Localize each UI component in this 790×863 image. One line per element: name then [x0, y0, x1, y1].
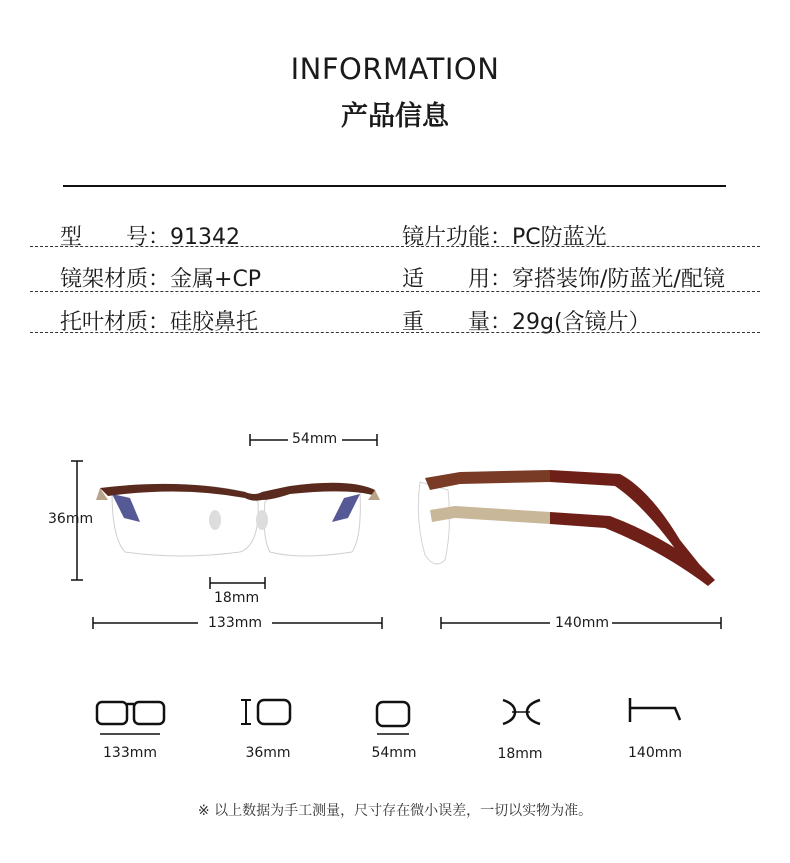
icon-label-lens-width: 54mm — [371, 745, 417, 761]
temple-label: 140mm — [555, 615, 609, 631]
measurement-note: ※ 以上数据为手工测量，尺寸存在微小误差，一切以实物为准。 — [197, 803, 593, 819]
spec-nose-label: 托叶材质： — [60, 310, 171, 335]
bridge-dimension — [210, 577, 265, 589]
lens-height-label: 36mm — [48, 511, 94, 527]
icon-row — [0, 690, 790, 740]
header-divider — [63, 185, 726, 187]
title-chinese: 产品信息 — [341, 101, 449, 132]
icon-label-bridge: 18mm — [497, 746, 543, 762]
icon-label-frame-width: 133mm — [103, 745, 157, 761]
glasses-diagram — [0, 420, 790, 640]
spec-divider — [30, 246, 760, 247]
spec-frame-value: 金属+CP — [170, 267, 262, 292]
lens-height-icon — [241, 700, 290, 724]
lens-width-icon — [377, 702, 409, 734]
bridge-icon — [503, 700, 540, 724]
spec-use — [402, 262, 725, 293]
glasses-front-view — [96, 483, 380, 556]
bridge-label: 18mm — [214, 590, 260, 606]
glasses-side-view — [418, 470, 715, 586]
spec-weight-value: 29g(含镜片） — [512, 310, 651, 335]
spec-weight-label: 重 量： — [402, 310, 513, 335]
spec-frame-label: 镜架材质： — [60, 267, 171, 292]
spec-model-value: 91342 — [170, 225, 241, 250]
spec-use-value: 穿搭装饰/防蓝光/配镜 — [512, 267, 725, 292]
spec-use-label: 适 用： — [402, 267, 513, 292]
spec-lens-value: PC防蓝光 — [512, 225, 607, 250]
spec-frame — [60, 262, 261, 293]
spec-lens-label: 镜片功能： — [402, 225, 513, 250]
frame-width-icon — [97, 702, 164, 734]
spec-divider — [30, 332, 760, 333]
icon-label-lens-height: 36mm — [245, 745, 291, 761]
spec-divider — [30, 291, 760, 292]
spec-nose-value: 硅胶鼻托 — [170, 310, 259, 335]
frame-width-label: 133mm — [208, 615, 262, 631]
title-english: INFORMATION — [290, 52, 500, 86]
lens-width-label: 54mm — [292, 431, 338, 447]
icon-label-temple: 140mm — [628, 745, 682, 761]
temple-icon — [630, 698, 680, 722]
spec-model-label: 型 号： — [60, 225, 171, 250]
